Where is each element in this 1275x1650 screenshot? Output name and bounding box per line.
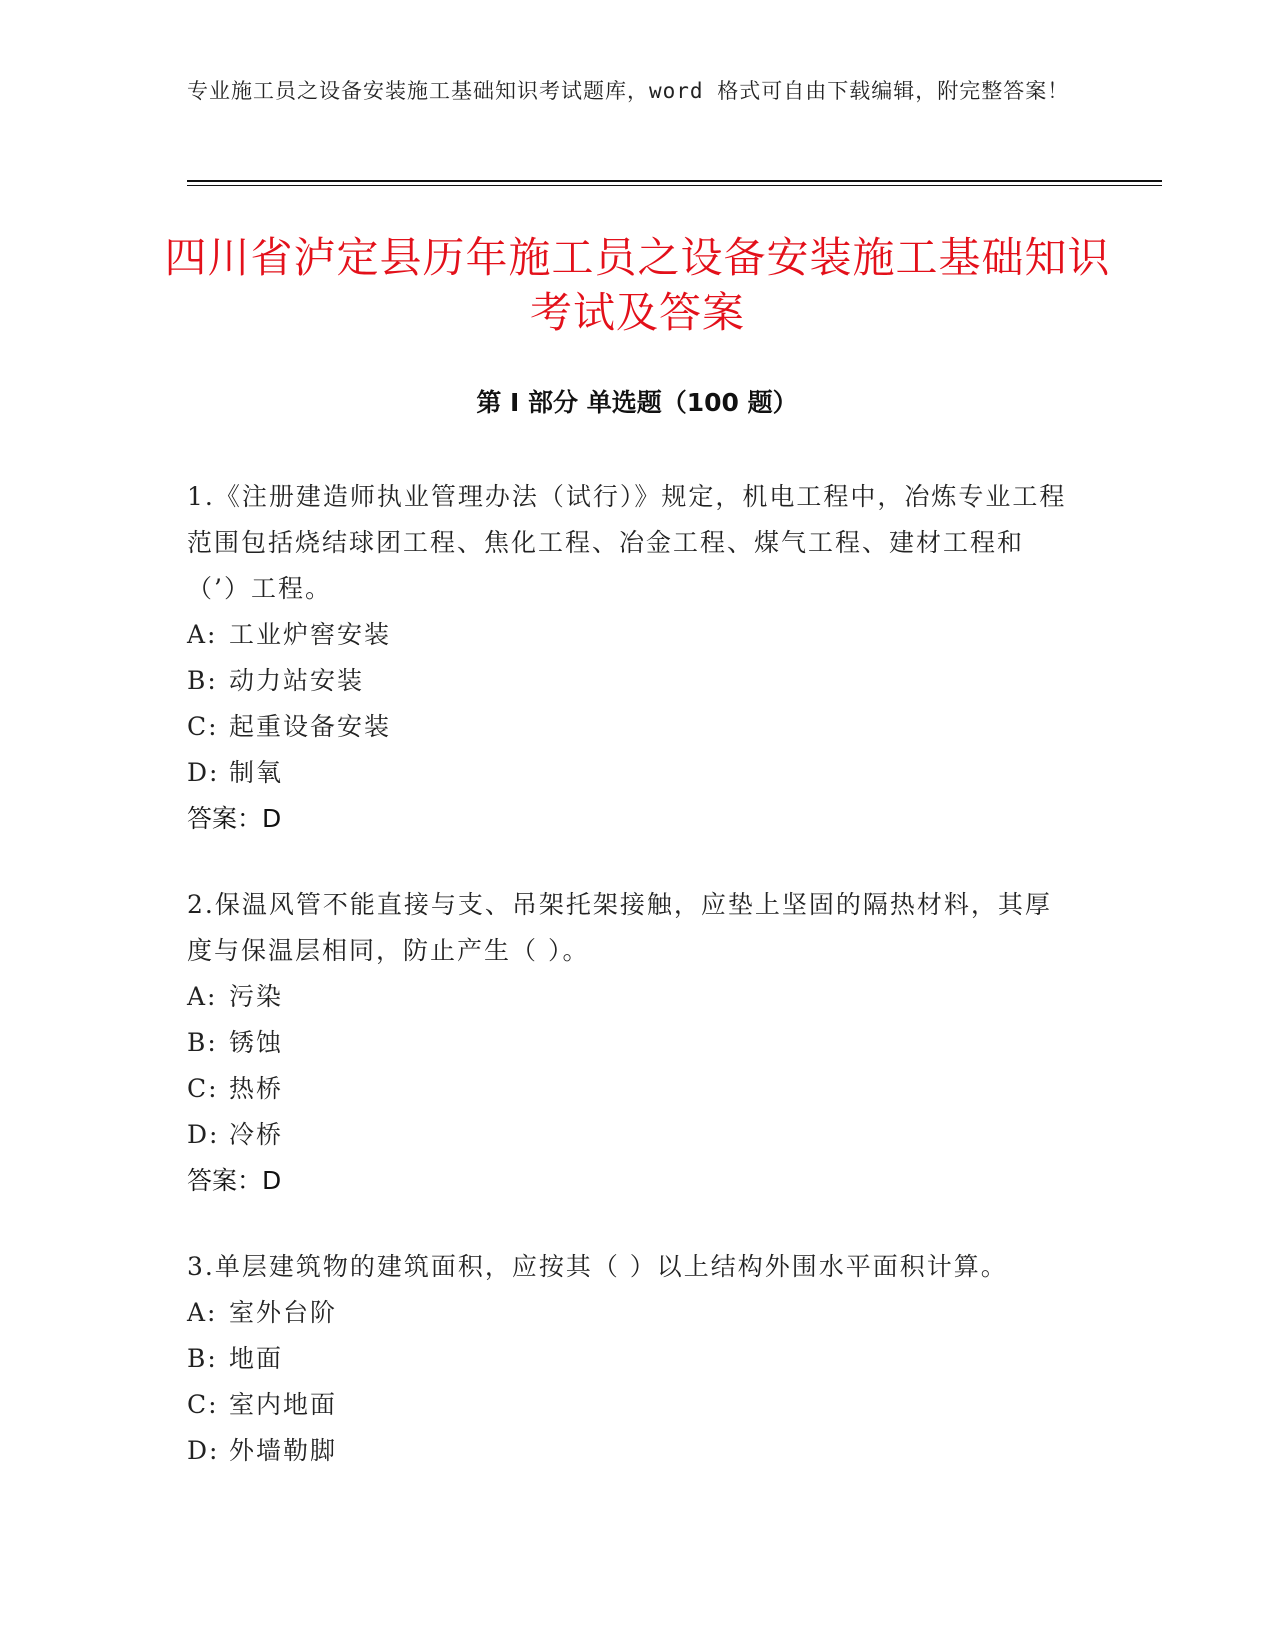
header-note: 专业施工员之设备安装施工基础知识考试题库，word 格式可自由下载编辑，附完整答案！ [187, 79, 1070, 103]
option-letter: B: [187, 666, 218, 695]
option-letter: C: [187, 712, 219, 741]
option-text: 地面 [229, 1344, 284, 1373]
option-c [187, 704, 1067, 750]
option-letter: C: [187, 1074, 219, 1103]
option-letter: D: [187, 1436, 220, 1465]
option-letter: C: [187, 1390, 219, 1419]
question-1 [187, 474, 1067, 842]
option-text: 室外台阶 [229, 1298, 338, 1327]
option-text: 外墙勒脚 [229, 1436, 338, 1465]
option-letter: A: [187, 982, 218, 1011]
option-d [187, 750, 1067, 796]
header-divider-thin [187, 185, 1162, 186]
option-d [187, 1112, 1067, 1158]
option-letter: D: [187, 1120, 220, 1149]
option-text: 动力站安装 [229, 666, 365, 695]
option-b [187, 1020, 1067, 1066]
option-b [187, 658, 1067, 704]
option-a [187, 612, 1067, 658]
option-text: 室内地面 [229, 1390, 338, 1419]
option-b [187, 1336, 1067, 1382]
question-2 [187, 882, 1067, 1204]
option-text: 制氧 [229, 758, 284, 787]
option-letter: D: [187, 758, 220, 787]
option-letter: B: [187, 1028, 218, 1057]
option-d [187, 1428, 1067, 1474]
document-title: 四川省泸定县历年施工员之设备安装施工基础知识考试及答案 [164, 233, 1111, 337]
option-text: 污染 [229, 982, 284, 1011]
question-3 [187, 1244, 1067, 1474]
option-text: 锈蚀 [229, 1028, 284, 1057]
option-text: 热桥 [229, 1074, 284, 1103]
section-title: 第 I 部分 单选题（100 题） [476, 388, 798, 417]
option-text: 起重设备安装 [229, 712, 392, 741]
option-letter: B: [187, 1344, 218, 1373]
question-stem: 2.保温风管不能直接与支、吊架托架接触，应垫上坚固的隔热材料，其厚度与保温层相同，防止产生（ ）。 [187, 890, 1052, 965]
answer-line: 答案：D [187, 1166, 282, 1195]
option-text: 工业炉窖安装 [229, 620, 392, 649]
header-divider-thick [187, 180, 1162, 182]
option-letter: A: [187, 620, 218, 649]
answer-line: 答案：D [187, 804, 282, 833]
option-a [187, 974, 1067, 1020]
question-stem: 3.单层建筑物的建筑面积，应按其（ ）以上结构外围水平面积计算。 [187, 1252, 1008, 1281]
question-stem: 1.《注册建造师执业管理办法（试行）》规定，机电工程中，冶炼专业工程范围包括烧结球团工程、焦化工程、冶金工程、煤气工程、建材工程和（’）工程。 [187, 482, 1067, 603]
option-letter: A: [187, 1298, 218, 1327]
option-a [187, 1290, 1067, 1336]
question-list [187, 474, 1067, 1514]
option-c [187, 1382, 1067, 1428]
option-c [187, 1066, 1067, 1112]
option-text: 冷桥 [229, 1120, 284, 1149]
